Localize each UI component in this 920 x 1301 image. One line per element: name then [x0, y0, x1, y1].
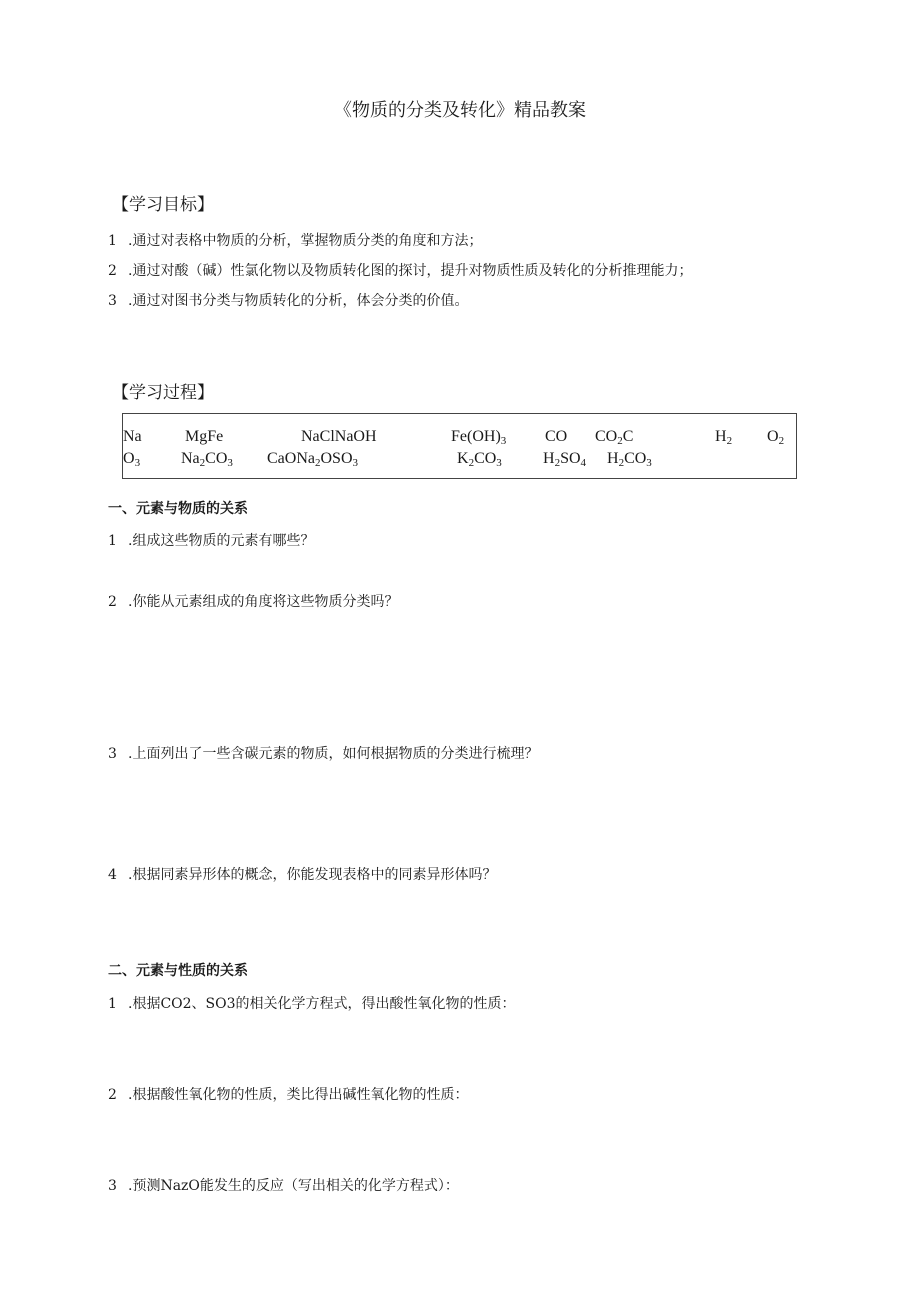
item-number: 3: [108, 293, 117, 309]
item-text: .通过对图书分类与物质转化的分析，体会分类的价值。: [128, 293, 469, 309]
substance-nacl-naoh: NaClNaOH: [301, 428, 377, 445]
item-number: 4: [108, 867, 117, 883]
substance-co2-c: $CO_2C$: [595, 428, 634, 447]
substance-o2: $O_2$: [767, 428, 785, 447]
question-item: [108, 993, 516, 1013]
substances-table: [122, 413, 797, 479]
item-number: 1: [108, 996, 117, 1012]
item-number: 1: [108, 233, 117, 249]
item-text: .你能从元素组成的角度将这些物质分类吗？: [128, 594, 399, 610]
question-item: [108, 1084, 468, 1104]
question-item: [108, 530, 314, 550]
substance-mgfe: MgFe: [185, 428, 224, 445]
question-item: [108, 591, 398, 611]
item-number: 2: [108, 1087, 117, 1103]
item-text: .根据同素异形体的概念，你能发现表格中的同素异形体吗？: [128, 867, 497, 883]
item-number: 1: [108, 533, 117, 549]
item-number: 3: [108, 1178, 117, 1194]
item-number: 3: [108, 746, 117, 762]
substance-k2co3: $K_2CO_3$: [457, 450, 502, 469]
item-number: 2: [108, 263, 117, 279]
item-text: .根据酸性氧化物的性质，类比得出碱性氧化物的性质：: [128, 1087, 469, 1103]
objectives-label: 【学习目标】: [112, 195, 214, 215]
section1-heading: 一、元素与物质的关系: [108, 501, 248, 517]
substance-h2: $H_2$: [715, 428, 733, 447]
process-label: 【学习过程】: [112, 383, 214, 403]
substance-cao-na2o-so3: $CaONa_2OSO_3$: [267, 450, 358, 469]
substance-o3: $O_3$: [123, 450, 141, 469]
substance-feoh3: $Fe(OH)_3$: [451, 428, 507, 447]
item-text: .通过对酸（碱）性氯化物以及物质转化图的探讨，提升对物质性质及转化的分析推理能力；: [128, 263, 693, 279]
substance-na: Na: [123, 428, 142, 445]
question-item: [108, 864, 496, 884]
objective-item: [108, 260, 692, 280]
document-title: 《物质的分类及转化》精品教案: [334, 100, 586, 121]
item-number: 2: [108, 594, 117, 610]
item-text: .预测NazO能发生的反应（写出相关的化学方程式）：: [128, 1178, 459, 1194]
item-text: .上面列出了一些含碳元素的物质，如何根据物质的分类进行梳理？: [128, 746, 539, 762]
item-text: .通过对表格中物质的分析，掌握物质分类的角度和方法；: [128, 233, 483, 249]
substance-h2so4: $H_2SO_4$: [543, 450, 587, 469]
question-item: [108, 743, 538, 763]
question-item: [108, 1175, 459, 1195]
objective-item: [108, 290, 468, 310]
objective-item: [108, 230, 482, 250]
substance-h2co3: $H_2CO_3$: [607, 450, 652, 469]
substance-na2co3: $Na_2CO_3$: [181, 450, 233, 469]
section2-heading: 二、元素与性质的关系: [108, 963, 248, 979]
item-text: .根据CO2、SO3的相关化学方程式，得出酸性氧化物的性质：: [128, 996, 516, 1012]
substance-co: CO: [545, 428, 568, 445]
item-text: .组成这些物质的元素有哪些？: [128, 533, 315, 549]
